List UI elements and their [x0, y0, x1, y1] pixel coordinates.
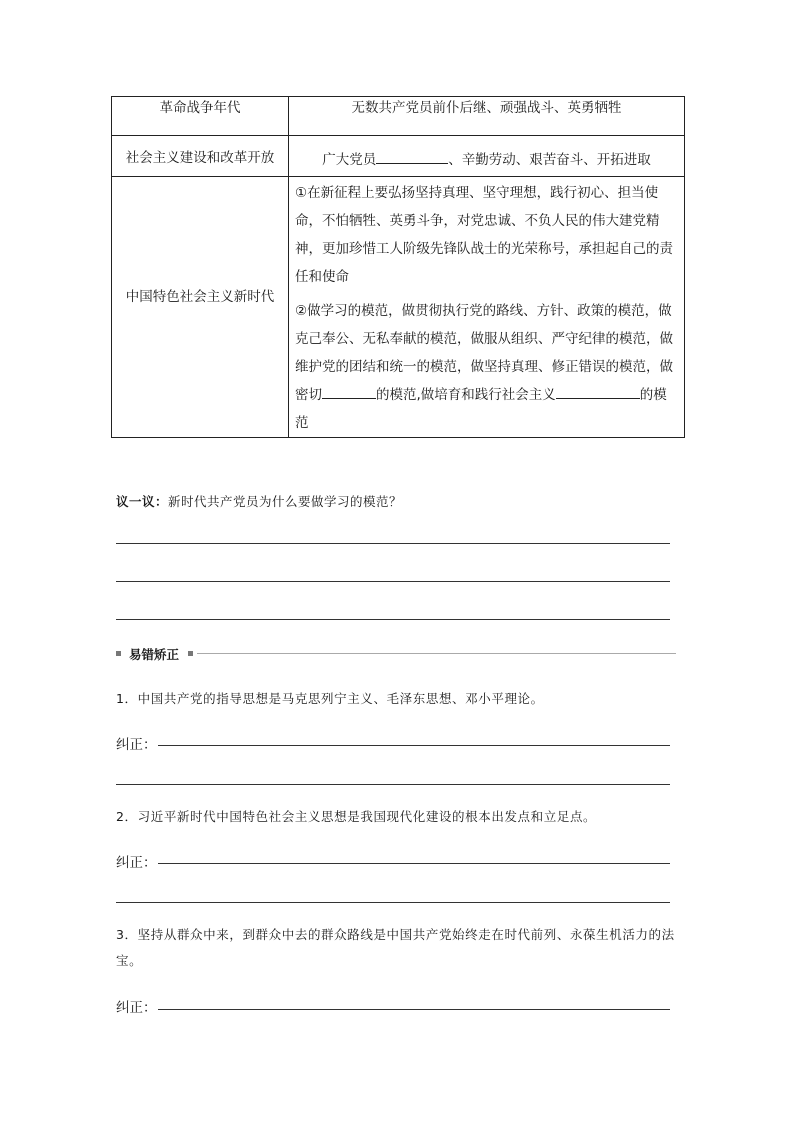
table-row: [112, 136, 685, 177]
discussion-label: 议一议：: [116, 494, 169, 509]
fix-answer-line[interactable]: [158, 863, 670, 864]
fix-label: 纠正：: [116, 855, 157, 871]
fill-blank[interactable]: [322, 384, 376, 399]
fix-label: 纠正：: [116, 737, 157, 753]
mission-paragraph-2: [295, 297, 678, 437]
answer-line[interactable]: [116, 902, 670, 903]
para2-part-a: ②做学习的模范，做贯彻执行党的路线、方针、政策的模范，做克己奉公、无私奉献的模范，做服从组织、严守纪律的模范，做维护党的团结和统一的模范，做坚持真理、修正错误的模范，做密切: [295, 303, 673, 403]
desc-cell: [289, 97, 685, 136]
fill-blank[interactable]: [556, 384, 640, 399]
mission-cell: [289, 177, 685, 438]
table-row: [112, 97, 685, 136]
error-item-3: 3．坚持从群众中来，到群众中去的群众路线是中国共产党始终走在时代前列、永葆生机活力的法宝。: [116, 927, 675, 968]
para2-part-b: 的模范,做培育和践行社会主义: [376, 387, 556, 403]
era-cell: [112, 177, 289, 438]
answer-line[interactable]: [116, 543, 670, 544]
fix-answer-line[interactable]: [158, 745, 670, 746]
answer-line[interactable]: [116, 784, 670, 785]
error-item-1: 1．中国共产党的指导思想是马克思列宁主义、毛泽东思想、邓小平理论。: [116, 691, 544, 706]
era-table: [111, 96, 685, 438]
square-bullet-icon: [188, 651, 193, 656]
para2-part-c: 的模范: [295, 387, 667, 431]
era-label: 革命战争年代: [159, 100, 241, 116]
section-heading: [116, 645, 676, 663]
era-label: 社会主义建设和改革开放: [125, 150, 275, 166]
desc-cell: [289, 136, 685, 177]
era-label: 中国特色社会主义新时代: [125, 289, 275, 305]
error-item-2: 2．习近平新时代中国特色社会主义思想是我国现代化建设的根本出发点和立足点。: [116, 809, 597, 824]
fill-blank[interactable]: [376, 149, 448, 164]
era-cell: [112, 136, 289, 177]
desc-text: 无数共产党员前仆后继、顽强战斗、英勇牺牲: [351, 100, 622, 116]
divider: [197, 653, 676, 654]
era-cell: [112, 97, 289, 136]
mission-paragraph-1: ①在新征程上要弘扬坚持真理、坚守理想，践行初心、担当使命，不怕牺牲、英勇斗争，对党忠诚、不负人民的伟大建党精神，更加珍惜工人阶级先锋队战士的光荣称号，承担起自己的责任和使命: [295, 185, 673, 285]
answer-line[interactable]: [116, 581, 670, 582]
section-title: 易错矫正: [129, 647, 180, 662]
answer-line[interactable]: [116, 619, 670, 620]
desc-after: 、辛勤劳动、艰苦奋斗、开拓进取: [448, 152, 651, 168]
desc-before: 广大党员: [322, 152, 377, 168]
table-row: [112, 177, 685, 438]
square-bullet-icon: [116, 651, 121, 656]
desc-text: [289, 136, 684, 169]
fix-label: 纠正：: [116, 1000, 157, 1016]
fix-answer-line[interactable]: [158, 1009, 670, 1010]
discussion-question: [116, 492, 402, 510]
discussion-text: 新时代共产党员为什么要做学习的模范？: [168, 494, 403, 509]
